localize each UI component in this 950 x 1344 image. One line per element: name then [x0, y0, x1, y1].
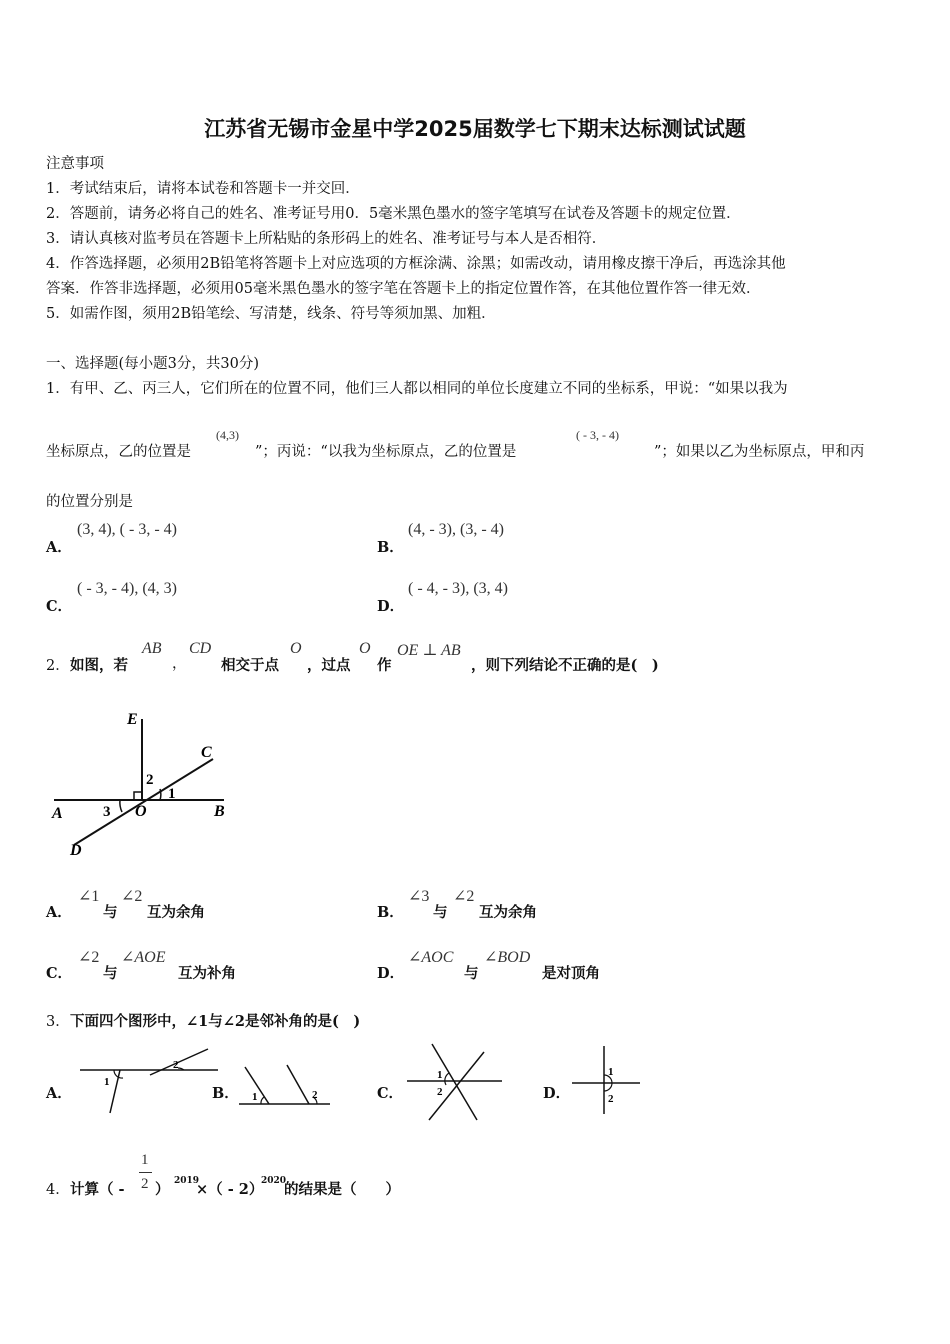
- q2-option-b-end: 互为余角: [479, 904, 537, 921]
- q4-exponent-2: 2020: [261, 1176, 287, 1186]
- q3-option-b-label[interactable]: B．: [212, 1085, 239, 1102]
- q3-text: 下面四个图形中，∠1与∠2是邻补角的是( ): [70, 1013, 361, 1030]
- q2-math-o: O: [290, 640, 302, 657]
- q3-figure-c: [402, 1040, 512, 1125]
- q4-text-4: 的结果是（ ）: [284, 1181, 400, 1198]
- q1-math-point-1: (4,3): [216, 428, 239, 442]
- q2-math-cd: CD: [189, 640, 212, 657]
- label-o: O: [135, 803, 147, 820]
- q2-option-d-mid: 与: [464, 965, 479, 982]
- angle-label-1: 1: [608, 1066, 614, 1078]
- q1-option-a-math: (3, 4), ( - 3, - 4): [77, 521, 177, 538]
- angle-label-1: 1: [437, 1069, 443, 1081]
- section-heading: 一、选择题(每小题3分，共30分): [46, 356, 259, 372]
- angle-arc: [261, 1097, 264, 1104]
- q2-text-5: ，则下列结论不正确的是( ): [471, 657, 659, 674]
- notice-heading: 注意事项: [46, 156, 104, 172]
- q2-option-b-mid: 与: [433, 904, 448, 921]
- q3-option-a-label[interactable]: A．: [46, 1085, 72, 1102]
- q2-math-perp: OE ⊥ AB: [397, 642, 461, 659]
- q1-stem-line1: 1．有甲、乙、丙三人，它们所在的位置不同，他们三人都以相同的单位长度建立不同的坐标系，甲说：“如果以我为: [46, 381, 788, 397]
- angle-arc: [445, 1073, 449, 1085]
- angle-label-2: 2: [437, 1086, 443, 1098]
- label-angle-3: 3: [103, 804, 111, 820]
- label-d: D: [70, 842, 82, 859]
- q1-option-a-label[interactable]: A．: [46, 539, 72, 556]
- q1-option-c-label[interactable]: C．: [46, 598, 73, 615]
- notice-item: 答案．作答非选择题，必须用05毫米黑色墨水的签字笔在答题卡上的指定位置作答，在其他位置作答一律无效．: [46, 281, 761, 297]
- q1-stem-line2a: 坐标原点，乙的位置是: [46, 444, 191, 460]
- q2-comma: ，: [172, 656, 187, 672]
- line: [287, 1065, 309, 1104]
- q2-number: 2．: [46, 658, 70, 674]
- notice-item: 1．考试结束后，请将本试卷和答题卡一并交回．: [46, 181, 360, 197]
- q1-math-point-2: ( - 3, - 4): [576, 428, 619, 442]
- notice-item: 2．答题前，请务必将自己的姓名、准考证号用0．5毫米黑色墨水的签字笔填写在试卷及答题卡的规定位置．: [46, 206, 741, 222]
- q2-option-b-label[interactable]: B．: [377, 904, 404, 921]
- q1-stem-line2b: ”；丙说：“以我为坐标原点，乙的位置是: [255, 444, 517, 460]
- q1-stem-line3: 的位置分别是: [46, 494, 133, 510]
- angle-label-1: 1: [252, 1091, 258, 1103]
- q2-text-1: 如图，若: [70, 657, 128, 674]
- angle-label-2: 2: [608, 1093, 614, 1105]
- notice-item: 3．请认真核对监考员在答题卡上所粘贴的条形码上的姓名、准考证号与本人是否相符．: [46, 231, 607, 247]
- q1-option-b-label[interactable]: B．: [377, 539, 404, 556]
- line: [110, 1070, 120, 1113]
- q4-fraction-denominator: 2: [141, 1176, 149, 1192]
- q2-option-d-label[interactable]: D．: [377, 965, 405, 982]
- label-c: C: [201, 744, 212, 761]
- page-title: 江苏省无锡市金星中学2025届数学七下期末达标测试试题: [204, 117, 746, 141]
- q3-figure-a: [76, 1045, 226, 1120]
- notice-item: 5．如需作图，须用2B铅笔绘、写清楚，线条、符号等须加黑、加粗．: [46, 306, 496, 322]
- label-b: B: [214, 803, 225, 820]
- angle-1-arc: [160, 789, 161, 800]
- q2-option-d-m1: ∠AOC: [408, 949, 454, 966]
- q2-option-a-m2: ∠2: [121, 888, 143, 905]
- q3-figure-d: [568, 1042, 648, 1117]
- angle-label-2: 2: [173, 1059, 179, 1071]
- label-angle-1: 1: [168, 786, 176, 802]
- q2-option-a-mid: 与: [103, 904, 118, 921]
- q2-text-4: 作: [377, 657, 392, 674]
- q2-option-b-m1: ∠3: [408, 888, 430, 905]
- label-a: A: [52, 805, 63, 822]
- line-cd: [74, 759, 213, 845]
- q2-option-a-m1: ∠1: [78, 888, 100, 905]
- q2-option-c-m2: ∠AOE: [121, 949, 166, 966]
- q3-option-d-label[interactable]: D．: [543, 1085, 571, 1102]
- q2-option-c-end: 互为补角: [178, 965, 236, 982]
- q2-option-c-m1: ∠2: [78, 949, 100, 966]
- q3-option-c-label[interactable]: C．: [377, 1085, 404, 1102]
- q1-option-b-math: (4, - 3), (3, - 4): [408, 521, 504, 538]
- q1-stem-line2c: ”；如果以乙为坐标原点，甲和丙: [654, 444, 865, 460]
- angle-label-2: 2: [312, 1089, 318, 1101]
- angle-label-1: 1: [104, 1076, 110, 1088]
- q3-figure-b: [235, 1055, 335, 1110]
- line: [150, 1049, 208, 1075]
- q2-option-d-end: 是对顶角: [542, 965, 600, 982]
- q2-figure: [40, 705, 240, 865]
- q2-option-a-label[interactable]: A．: [46, 904, 72, 921]
- q4-fraction-bar: [139, 1172, 152, 1173]
- angle-3-arc: [120, 800, 122, 812]
- q3-number: 3．: [46, 1014, 70, 1030]
- q4-exponent-1: 2019: [174, 1176, 200, 1186]
- q2-math-ab: AB: [142, 640, 162, 657]
- q2-math-o-2: O: [359, 640, 371, 657]
- q1-option-d-math: ( - 4, - 3), (3, 4): [408, 580, 508, 597]
- q2-option-c-mid: 与: [103, 965, 118, 982]
- q2-option-d-m2: ∠BOD: [484, 949, 531, 966]
- q4-text-3: ×（ - 2）: [196, 1181, 264, 1198]
- right-angle-mark: [134, 792, 142, 800]
- q2-option-a-end: 互为余角: [147, 904, 205, 921]
- q4-text-1: 计算（ -: [70, 1181, 125, 1198]
- q2-option-c-label[interactable]: C．: [46, 965, 73, 982]
- notice-item: 4．作答选择题，必须用2B铅笔将答题卡上对应选项的方框涂满、涂黑；如需改动，请用橡皮擦干净后，再选涂其他: [46, 256, 786, 272]
- label-e: E: [127, 711, 138, 728]
- q1-option-d-label[interactable]: D．: [377, 598, 405, 615]
- label-angle-2: 2: [146, 772, 154, 788]
- q2-text-3: ，过点: [307, 657, 351, 674]
- q4-fraction-numerator: 1: [141, 1152, 149, 1168]
- q2-text-2: 相交于点: [221, 657, 279, 674]
- q2-option-b-m2: ∠2: [453, 888, 475, 905]
- q1-option-c-math: ( - 3, - 4), (4, 3): [77, 580, 177, 597]
- q4-number: 4．: [46, 1182, 70, 1198]
- q4-text-2: ）: [155, 1181, 170, 1198]
